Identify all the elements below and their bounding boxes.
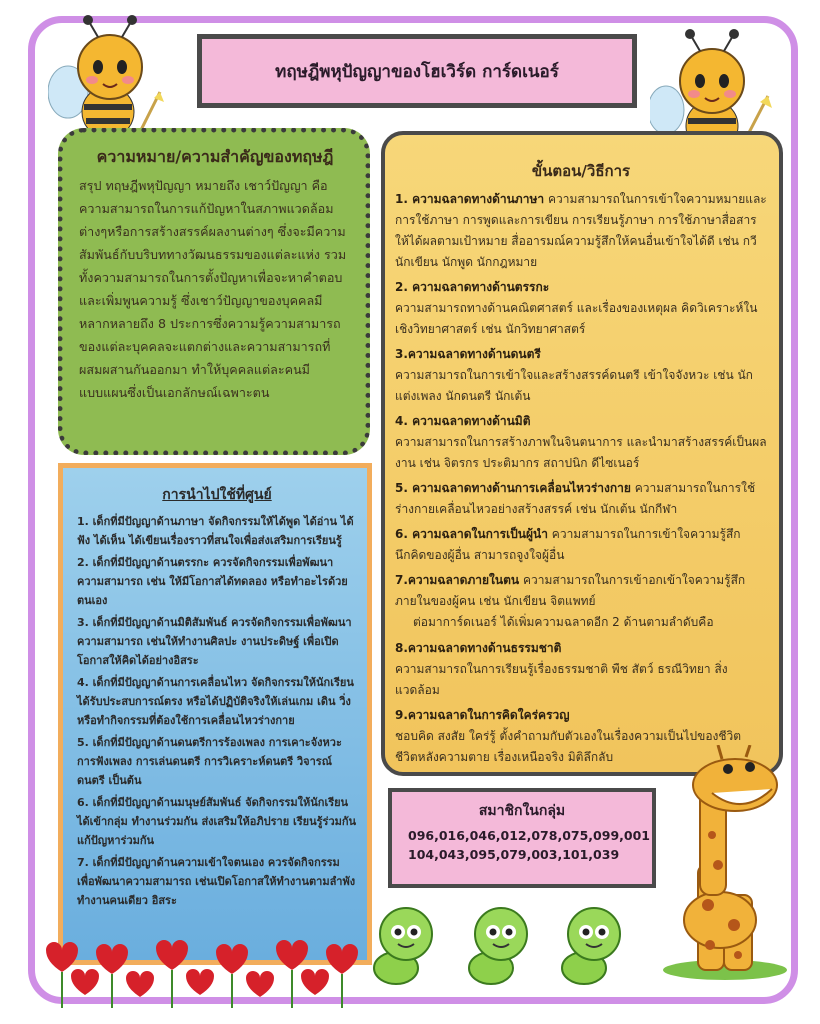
step-text: ความสามารถในการเรียนรู้เรื่องธรรมชาติ พืช สัตว์ ธรณีวิทยา สิ่งแวดล้อม — [395, 662, 728, 697]
page-title: ทฤษฎีพหุปัญญาของโฮเวิร์ด การ์ดเนอร์ — [275, 61, 559, 82]
step-title: 7.ความฉลาดภายในตน — [395, 573, 520, 587]
step-text: ความสามารถในการเข้าใจและสร้างสรรค์ดนตรี เข้าใจจังหวะ เช่น นักแต่งเพลง นักดนตรี นักเต้น — [395, 368, 753, 403]
steps-note: ต่อมาการ์ดเนอร์ ได้เพิ่มความฉลาดอีก 2 ด้านตามลำดับคือ — [413, 615, 714, 629]
members-heading: สมาชิกในกลุ่ม — [478, 803, 566, 819]
step-title: 6. ความฉลาดในการเป็นผู้นำ — [395, 527, 548, 541]
step-title: 1. ความฉลาดทางด้านภาษา — [395, 192, 545, 206]
step-title: 2. ความฉลาดทางด้านตรรกะ — [395, 280, 550, 294]
step-title: 5. ความฉลาดทางด้านการเคลื่อนไหวร่างกาย — [395, 481, 631, 495]
step-title: 9.ความฉลาดในการคิดใคร่ครวญ — [395, 708, 570, 722]
title-banner — [197, 34, 637, 108]
step-item — [395, 638, 767, 701]
meaning-heading: ความหมาย/ความสำคัญของทฤษฎี — [96, 147, 334, 166]
step-text: ความสามารถในการเข้าใจความรู้สึกนึกคิดของผู้อื่น สามารถจูงใจผู้อื่น — [395, 527, 741, 562]
hearts-icon — [26, 930, 366, 1010]
application-item: 2. เด็กที่มีปัญญาด้านตรรกะ ควรจัดกิจกรรมเพื่อพัฒนาความสามารถ เช่น ให้มีโอกาสได้ทดลอง หรือทำอะไรด้วยตนเอง — [77, 556, 348, 607]
members-box — [388, 788, 656, 888]
meaning-body: สรุป ทฤษฎีพหุปัญญา หมายถึง เชาว์ปัญญา คือความสามารถในการแก้ปัญหาในสภาพแวดล้อมต่างๆหรือการสร้างสรรค์ผลงานต่างๆ ซึ่งจะมีความสัมพันธ์กับบริบททางวัฒนธรรมของแต่ละแห่ง รวมทั้งความสามารถในการตั้งปัญหาเพื่อจะหาคำตอบและเพิ่มพูนความรู้ ซึ่งเชาว์ปัญญาของบุคคลมีหลากหลายถึง 8 ประการซึ่งความรู้ความสามารถของแต่ละบุคคลจะแตกต่างและความสามารถที่ผสมผสานกันออกมา ทำให้บุคคลแต่ละคนมีแบบแผนซึ่งเป็นเอกลักษณ์เฉพาะตน — [79, 178, 347, 400]
steps-panel — [381, 131, 783, 776]
step-item — [395, 277, 767, 340]
application-item: 1. เด็กที่มีปัญญาด้านภาษา จัดกิจกรรมให้ได้พูด ได้อ่าน ได้ฟัง ได้เห็น ได้เขียนเรื่องราวที่สนใจเพื่อส่งเสริมการเรียนรู้ — [77, 515, 354, 547]
step-title: 8.ความฉลาดทางด้านธรรมชาติ — [395, 641, 562, 655]
meaning-panel — [58, 128, 370, 455]
caterpillars-icon — [368, 898, 658, 994]
step-text: ความสามารถในการใช้ร่างกายเคลื่อนไหวอย่างสร้างสรรค์ เช่น นักเต้น นักกีฬา — [395, 481, 756, 516]
step-text: ชอบคิด สงสัย ใคร่รู้ ตั้งคำถามกับตัวเองในเรื่องความเป็นไปของชีวิต ชีวิตหลังความตาย เรื่องเหนือจริง มิติลึกลับ — [395, 729, 742, 764]
step-item — [395, 344, 767, 407]
step-title: 4. ความฉลาดทางด้านมิติ — [395, 414, 531, 428]
step-text: ความสามารถในการสร้างภาพในจินตนาการ และนำมาสร้างสรรค์เป็นผลงาน เช่น จิตรกร ประติมากร สถาปนิก ดีไซเนอร์ — [395, 435, 767, 470]
members-line-1: 096,016,046,012,078,075,099,001 — [408, 828, 650, 843]
application-item: 5. เด็กที่มีปัญญาด้านดนตรีการร้องเพลง การเคาะจังหวะ การฟังเพลง การเล่นดนตรี การวิเคราะห์ดนตรี วิจารณ์ดนตรี เป็นต้น — [77, 736, 342, 787]
members-line-2: 104,043,095,079,003,101,039 — [408, 847, 620, 862]
step-item — [395, 411, 767, 474]
application-item: 6. เด็กที่มีปัญญาด้านมนุษย์สัมพันธ์ จัดกิจกรรมให้นักเรียนได้เข้ากลุ่ม ทำงานร่วมกัน ส่งเสริมให้อภิปราย เรียนรู้ร่วมกัน แก้ปัญหาร่วมกัน — [77, 796, 357, 847]
application-item: 4. เด็กที่มีปัญญาด้านการเคลื่อนไหว จัดกิจกรรมให้นักเรียนได้รับประสบการณ์ตรง หรือได้ปฏิบัติจริงให้เล่นเกม เดิน วิ่ง หรือทำกิจกรรมที่ต้องใช้การเคลื่อนไหวร่างกาย — [77, 676, 354, 727]
step-item — [395, 570, 767, 612]
bee-left-icon — [48, 12, 168, 142]
step-item — [395, 524, 767, 566]
step-item — [395, 189, 767, 273]
application-item: 3. เด็กที่มีปัญญาด้านมิติสัมพันธ์ ควรจัดกิจกรรมเพื่อพัฒนาความสามารถ เช่นให้ทำงานศิลปะ งานประดิษฐ์ เพื่อเปิดโอกาสให้คิดได้อย่างอิสระ — [77, 616, 352, 667]
step-text: ความสามารถในการเข้าใจความหมายและการใช้ภาษา การพูดและการเขียน การเรียนรู้ภาษา การใช้ภาษาสื่อสารให้ได้ผลตามเป้าหมาย สื่ออารมณ์ความรู้สึกให้คนอื่นเข้าใจได้ดี เช่น กวี นักเขียน นักพูด นักกฎหมาย — [395, 192, 767, 269]
application-item: 7. เด็กที่มีปัญญาด้านความเข้าใจตนเอง ควรจัดกิจกรรมเพื่อพัฒนาความสามารถ เช่นเปิดโอกาสให้ทำงานตามลำพัง ทำงานคนเดียว อิสระ — [77, 856, 356, 907]
step-title: 3.ความฉลาดทางด้านดนตรี — [395, 347, 541, 361]
steps-heading: ขั้นตอน/วิธีการ — [531, 162, 631, 180]
step-item — [395, 478, 767, 520]
application-heading: การนำไปใช้ที่ศูนย์ — [162, 487, 272, 503]
giraffe-icon — [660, 745, 790, 985]
step-text: ความสามารถทางด้านคณิตศาสตร์ และเรื่องของเหตุผล คิดวิเคราะห์ในเชิงวิทยาศาสตร์ เช่น นักวิทยาศาสตร์ — [395, 301, 758, 336]
application-panel — [58, 463, 372, 965]
step-text: ความสามารถในการเข้าอกเข้าใจความรู้สึกภายในของผู้คน เช่น นักเขียน จิตแพทย์ — [395, 573, 746, 608]
